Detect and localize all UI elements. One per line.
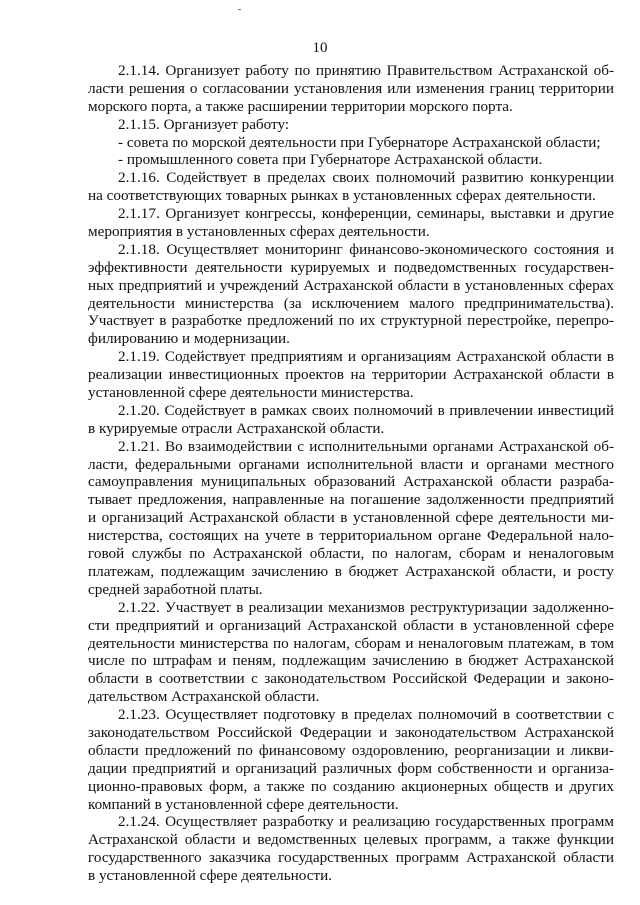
scan-mark: [238, 9, 241, 10]
text-line: и организаций Астраханской области в установленной сфере деятельности ми-: [88, 509, 614, 527]
text-line: Астраханской области и ведомственных целевых программ, а также функции: [88, 831, 614, 849]
paragraph-2-1-15: [88, 116, 614, 170]
text-line: 2.1.24. Осуществляет разработку и реализацию государственных программ: [118, 813, 614, 831]
text-line: говой службы по Астраханской области, по налогам, сборам и неналоговым: [88, 545, 614, 563]
document-body: [88, 62, 614, 885]
paragraph-2-1-19: [88, 348, 614, 402]
text-line: на соответствующих товарных рынках в установленных сферах деятельности.: [88, 187, 596, 205]
text-line: установленной сфере деятельности министерства.: [88, 384, 414, 402]
paragraph-2-1-20: [88, 402, 614, 438]
text-line: сти предприятий и организаций Астраханской области в установленной сфере: [88, 616, 614, 634]
paragraph-2-1-17: [88, 205, 614, 241]
paragraph-2-1-22: [88, 599, 614, 706]
paragraph-2-1-23: [88, 706, 614, 813]
text-line: средней заработной платы.: [88, 580, 263, 598]
text-line: - совета по морской деятельности при Губернаторе Астраханской области;: [118, 133, 601, 151]
text-line: в установленной сфере деятельности.: [88, 867, 333, 885]
text-line: деятельности министерства (за исключением малого предпринимательства).: [88, 294, 614, 312]
paragraph-2-1-18: [88, 241, 614, 348]
text-line: - промышленного совета при Губернаторе Астраханской области.: [118, 151, 543, 169]
text-line: дательством Астраханской области.: [88, 688, 320, 706]
text-line: компаний в установленной сфере деятельности.: [88, 795, 399, 813]
text-line: эффективности деятельности курируемых и подведомственных государствен-: [88, 258, 614, 276]
text-line: ционно-правовых форм, а также по созданию акционерных обществ и других: [88, 777, 614, 795]
text-line: 2.1.16. Содействует в пределах своих полномочий развитию конкуренции: [118, 169, 614, 187]
text-line: государственного заказчика государственных программ Астраханской области: [88, 849, 614, 867]
text-line: 2.1.17. Организует конгрессы, конференции, семинары, выставки и другие: [118, 205, 614, 223]
paragraph-2-1-16: [88, 169, 614, 205]
text-line: в курируемые отрасли Астраханской области.: [88, 419, 385, 437]
text-line: дации предприятий и организаций различных форм собственности и организа-: [88, 759, 614, 777]
text-line: мероприятия в установленных сферах деятельности.: [88, 223, 430, 241]
text-line: ласти решения о согласовании установления или изменения границ территории: [88, 79, 614, 97]
text-line: 2.1.18. Осуществляет мониторинг финансово-экономического состояния и: [118, 240, 614, 258]
text-line: 2.1.15. Организует работу:: [118, 115, 290, 133]
text-line: 2.1.22. Участвует в реализации механизмов реструктуризации задолженно-: [118, 598, 614, 616]
page-number: 10: [312, 40, 328, 56]
text-line: реализации инвестиционных проектов на территории Астраханской области в: [88, 366, 614, 384]
text-line: 2.1.19. Содействует предприятиям и организациям Астраханской области в: [118, 348, 614, 366]
text-line: 2.1.21. Во взаимодействии с исполнительными органами Астраханской об-: [118, 437, 614, 455]
text-line: филированию и модернизации.: [88, 330, 290, 348]
text-line: самоуправления муниципальных образований Астраханской области разраба-: [88, 473, 614, 491]
text-line: деятельности министерства по налогам, сборам и неналоговым платежам, в том: [88, 634, 614, 652]
text-line: области в соответствии с законодательством Российской Федерации и законо-: [88, 670, 614, 688]
text-line: нистерства, состоящих на учете в территориальном органе Федеральной нало-: [88, 527, 614, 545]
text-line: области предложений по финансовому оздоровлению, реорганизации и ликви-: [88, 741, 614, 759]
text-line: 2.1.23. Осуществляет подготовку в пределах полномочий в соответствии с: [118, 706, 614, 724]
text-line: морского порта, а также расширении территории морского порта.: [88, 97, 513, 115]
paragraph-2-1-21: [88, 438, 614, 599]
text-line: числе по штрафам и пеням, подлежащим зачислению в бюджет Астраханской: [88, 652, 614, 670]
text-line: ласти, федеральными органами исполнительной власти и органами местного: [88, 455, 614, 473]
text-line: платежам, подлежащим зачислению в бюджет Астраханской области, и росту: [88, 562, 614, 580]
paragraph-2-1-14: [88, 62, 614, 116]
text-line: законодательством Российской Федерации и законодательством Астраханской: [88, 723, 614, 741]
text-line: ных предприятий и учреждений Астраханской области в установленных сферах: [88, 276, 614, 294]
paragraph-2-1-24: [88, 813, 614, 885]
text-line: Участвует в разработке предложений по их структурной перестройке, перепро-: [88, 312, 614, 330]
text-line: тывает предложения, направленные на погашение задолженности предприятий: [88, 491, 614, 509]
text-line: 2.1.14. Организует работу по принятию Правительством Астраханской об-: [118, 62, 614, 79]
text-line: 2.1.20. Содействует в рамках своих полномочий в привлечении инвестиций: [118, 401, 614, 419]
